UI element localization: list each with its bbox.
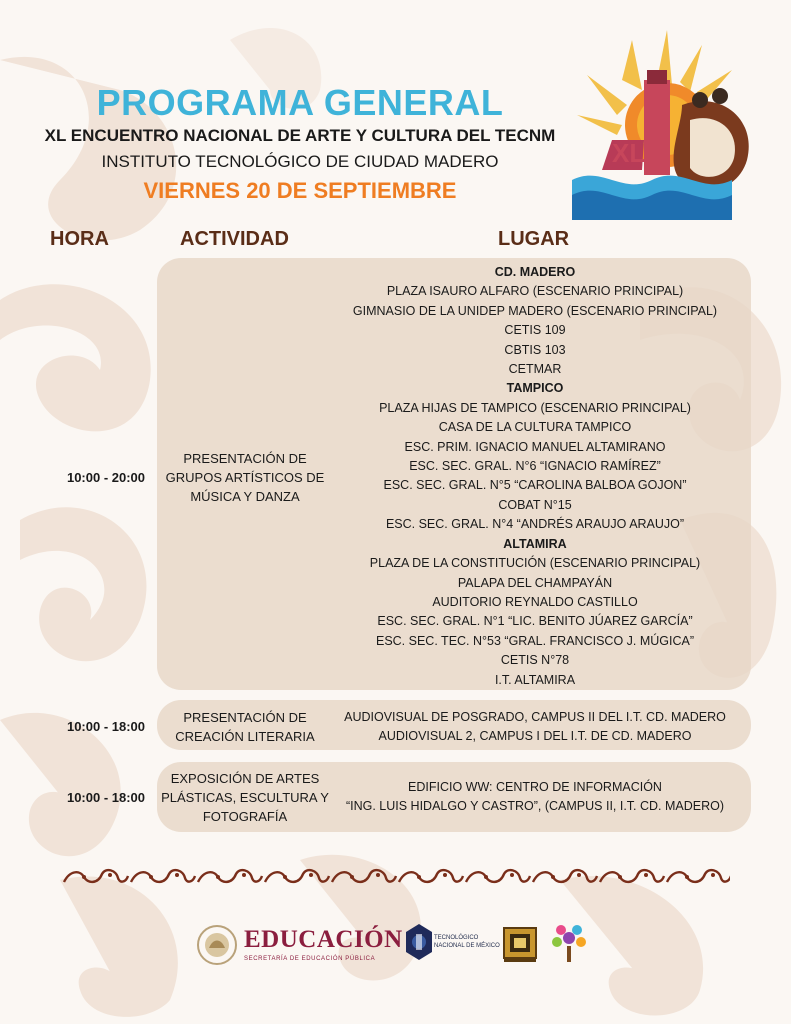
event-venues: [330, 708, 740, 747]
activity-line: PRESENTACIÓN DE: [183, 710, 307, 725]
activity-line: PLÁSTICAS, ESCULTURA Y: [161, 790, 329, 805]
venue-item: PLAZA DE LA CONSTITUCIÓN (ESCENARIO PRINCIPAL): [369, 556, 701, 571]
institute-name: INSTITUTO TECNOLÓGICO DE CIUDAD MADERO: [101, 152, 499, 171]
activity-line: MÚSICA Y DANZA: [190, 489, 300, 504]
venue-item: ESC. SEC. GRAL. N°4 “ANDRÉS ARAUJO ARAUJO”: [385, 517, 685, 532]
venue-item: PLAZA ISAURO ALFARO (ESCENARIO PRINCIPAL): [386, 284, 684, 299]
event-time: 10:00 - 18:00: [66, 719, 146, 734]
encuentro-cultural-icon: [552, 922, 586, 966]
venue-item: ESC. SEC. GRAL. N°6 “IGNACIO RAMÍREZ”: [409, 459, 661, 474]
venue-item: CETIS 109: [504, 323, 566, 338]
venue-item: CBTIS 103: [504, 342, 566, 357]
tecnm-logo-text: [434, 934, 500, 950]
venue-city: CD. MADERO: [494, 265, 576, 279]
event-logo: [572, 30, 762, 225]
tecnm-line: NACIONAL DE MÉXICO: [434, 943, 500, 949]
activity-line: FOTOGRAFÍA: [202, 809, 288, 824]
column-header-lugar: LUGAR: [498, 228, 570, 250]
venue-item: I.T. ALTAMIRA: [494, 672, 576, 687]
venue-item: PLAZA HIJAS DE TAMPICO (ESCENARIO PRINCIPAL): [379, 400, 691, 415]
activity-line: GRUPOS ARTÍSTICOS DE: [165, 470, 325, 485]
activity-line: CREACIÓN LITERARIA: [175, 729, 315, 744]
column-header-hora: HORA: [50, 228, 109, 250]
educacion-logo-text: EDUCACIÓN: [244, 926, 403, 953]
venue-item: EDIFICIO WW: CENTRO DE INFORMACIÓN: [408, 780, 662, 794]
venue-item: ESC. SEC. TEC. N°53 “GRAL. FRANCISCO J. MÚGICA”: [375, 633, 694, 648]
venue-item: CETIS N°78: [500, 653, 570, 668]
activity-line: EXPOSICIÓN DE ARTES: [170, 771, 320, 786]
tecnm-logo-icon: [404, 922, 434, 962]
venue-item: COBAT N°15: [498, 497, 572, 512]
venue-item: “ING. LUIS HIDALGO Y CASTRO”, (CAMPUS II, I.T. CD. MADERO): [345, 799, 725, 814]
event-activity: [160, 708, 330, 746]
mexico-seal-icon: [196, 924, 238, 966]
educacion-logo-subtext: SECRETARÍA DE EDUCACIÓN PÚBLICA: [244, 956, 376, 962]
column-header-actividad: ACTIVIDAD: [180, 228, 289, 250]
event-venues: [330, 263, 740, 690]
event-time: 10:00 - 20:00: [66, 470, 146, 485]
event-venues: [330, 778, 740, 817]
event-subtitle: XL ENCUENTRO NACIONAL DE ARTE Y CULTURA DEL TECNM: [44, 126, 556, 145]
decorative-border: [62, 868, 730, 886]
venue-item: ESC. PRIM. IGNACIO MANUEL ALTAMIRANO: [404, 439, 666, 454]
venue-city: TAMPICO: [506, 381, 564, 396]
activity-line: PRESENTACIÓN DE: [183, 451, 307, 466]
venue-item: ESC. SEC. GRAL. N°5 “CAROLINA BALBOA GOJON”: [383, 478, 687, 493]
venue-item: AUDIOVISUAL DE POSGRADO, CAMPUS II DEL I.T. CD. MADERO: [344, 710, 726, 724]
footer-logos: [196, 918, 596, 978]
tecnm-line: TECNOLÓGICO: [434, 935, 479, 941]
svg-text:XL: XL: [612, 138, 646, 168]
event-time: 10:00 - 18:00: [66, 790, 146, 805]
venue-item: ESC. SEC. GRAL. N°1 “LIC. BENITO JÚAREZ GARCÍA”: [377, 614, 693, 629]
venue-item: AUDIOVISUAL 2, CAMPUS I DEL I.T. DE CD. MADERO: [378, 729, 692, 744]
venue-item: AUDITORIO REYNALDO CASTILLO: [432, 594, 638, 609]
venue-city: ALTAMIRA: [503, 536, 567, 551]
venue-item: GIMNASIO DE LA UNIDEP MADERO (ESCENARIO PRINCIPAL): [352, 303, 718, 318]
event-activity: [160, 769, 330, 826]
event-date: VIERNES 20 DE SEPTIEMBRE: [143, 178, 457, 203]
page-title: PROGRAMA GENERAL: [96, 82, 504, 123]
venue-item: PALAPA DEL CHAMPAYÁN: [457, 575, 613, 590]
event-activity: [160, 449, 330, 506]
venue-item: CETMAR: [508, 362, 562, 377]
institute-crest-icon: [502, 926, 538, 964]
venue-item: CASA DE LA CULTURA TAMPICO: [438, 420, 632, 435]
